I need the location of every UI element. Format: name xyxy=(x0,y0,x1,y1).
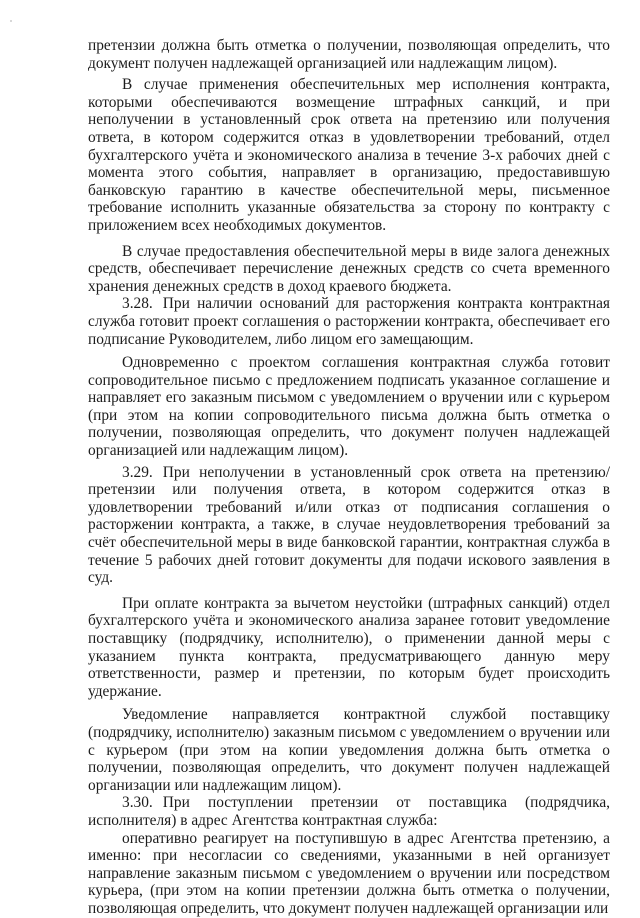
paragraph-payment-deduction: При оплате контракта за вычетом неустойки (штрафных санкций) отдел бухгалтерского учёта и экономического анализа заранее готовит уведомление поставщику (подрядчику, исполнителю), о применении данной меры с указанием пункта контракта, предусматривающего данную меру ответственности, размер и претензии, по которым будет происходить удержание. xyxy=(88,594,610,700)
clause-3-29 xyxy=(88,464,610,587)
clause-3-30 xyxy=(88,794,610,829)
paragraph-claim-response: оперативно реагирует на поступившую в адрес Агентства претензию, а именно: при несогласии со сведениями, указанными в ней организует направление заказным письмом с уведомлением о вручении или посредством курьера, (при этом на копии претензии должна быть отметка о получении, позволяющая определить, что документ получен надлежащей организации или xyxy=(88,829,610,917)
clause-text: При неполучении в установленный срок ответа на претензию/претензии или получения ответа, в котором содержится отказ в удовлетворении требований и/или отказ от подписания соглашения о расторжении контракта, а также, в случае неудовлетворения требований за счёт обеспечительной меры в виде банковской гарантии, контрактная служба в течение 5 рабочих дней готовит документы для подачи искового заявления в суд. xyxy=(88,463,610,587)
clause-text: При поступлении претензии от поставщика (подрядчика, исполнителя) в адрес Агентства контрактная служба: xyxy=(88,794,610,829)
paragraph-security-measures: В случае применения обеспечительных мер исполнения контракта, которыми обеспечиваются возмещение штрафных санкций, и при неполучении в установленный срок ответа на претензию или получения ответа, в котором содержится отказ в удовлетворении требований, отдел бухгалтерского учёта и экономического анализа в течение 3-х рабочих дней с момента этого события, направляет в организацию, предоставившую банковскую гарантию в качестве обеспечительной меры, письменное требование исполнить указанные обязательства за сторону по контракту с приложением всех необходимых документов. xyxy=(88,76,610,234)
document-page xyxy=(88,37,610,918)
scan-speck xyxy=(10,20,12,22)
clause-number: 3.30. xyxy=(122,794,153,812)
clause-3-28 xyxy=(88,295,610,348)
clause-number: 3.28. xyxy=(122,295,153,313)
paragraph-continuation: претензии должна быть отметка о получении, позволяющая определить, что документ получен надлежащей организацией или надлежащим лицом). xyxy=(88,37,610,72)
clause-text: При наличии оснований для расторжения контракта контрактная служба готовит проект соглашения о расторжении контракта, обеспечивает его подписание Руководителем, либо лицом его замещающим. xyxy=(88,295,610,348)
clause-number: 3.29. xyxy=(122,463,153,481)
paragraph-cover-letter: Одновременно с проектом соглашения контрактная служба готовит сопроводительное письмо с предложением подписать указанное соглашение и направляет его заказным письмом с уведомлением о вручении или с курьером (при этом на копии сопроводительного письма должна быть отметка о получении, позволяющая определить, что документ получен надлежащей организацией или надлежащим лицом). xyxy=(88,354,610,460)
paragraph-notification: Уведомление направляется контрактной службой поставщику (подрядчику, исполнителю) заказным письмом с уведомлением о вручении или с курьером (при этом на копии уведомления должна быть отметка о получении, позволяющая определить, что документ получен надлежащей организации или надлежащим лицом). xyxy=(88,706,610,794)
paragraph-cash-deposit: В случае предоставления обеспечительной меры в виде залога денежных средств, обеспечивает перечисление денежных средств со счета временного хранения денежных средств в доход краевого бюджета. xyxy=(88,242,610,295)
